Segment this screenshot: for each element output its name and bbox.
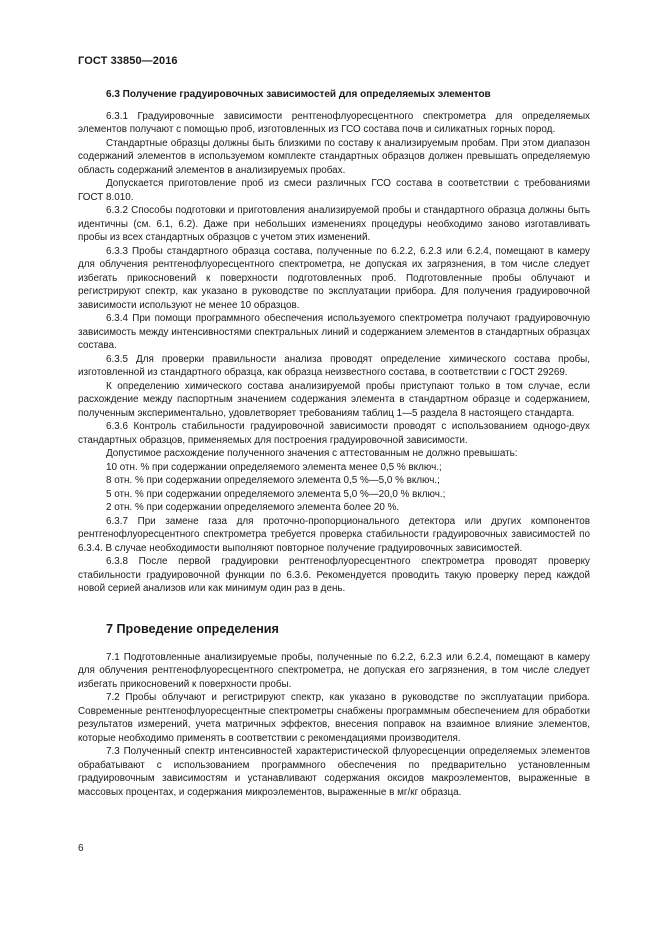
- paragraph-gso-mixture: Допускается приготовление проб из смеси различных ГСО состава в соответствии с требованиями ГОСТ 8.010.: [78, 178, 590, 203]
- paragraph-6-3-7: 6.3.7 При замене газа для проточно-пропорционального детектора или других компонентов рентгенофлуоресцентного спектрометра требуется проверка стабильности градуировочных зависимостей по 6.3.4. В случае необходимости выполняют повторное получение градуировочных зависимостей.: [78, 515, 590, 554]
- paragraph-7-2: 7.2 Пробы облучают и регистрируют спектр, как указано в руководстве по эксплуатации прибора. Современные рентгенофлуоресцентные спектрометры снабжены программным обеспечением для обработки результатов измерений, учета матричных эффектов, внесения поправок на взаимное влияние элементов, которые необходимо применять в соответствии с рекомендациями производителя.: [78, 692, 590, 744]
- limit-item: 5 отн. % при содержании определяемого элемента 5,0 %—20,0 % включ.;: [106, 488, 446, 500]
- paragraph-6-3-6: 6.3.6 Контроль стабильности градуировочной зависимости проводят с использованием однogo-двух стандартных образцов, применяемых для построения градуировочной зависимости.: [78, 421, 590, 446]
- page-content: [78, 88, 590, 799]
- section-7-heading: 7 Проведение определения: [106, 621, 279, 636]
- page-number: 6: [78, 843, 84, 854]
- paragraph-6-3-8: 6.3.8 После первой градуировки рентгенофлуоресцентного спектрометра проводят проверку стабильности градуировочной функции по 6.3.6. Рекомендуется проводить такую проверку перед каждой новой серией анализов или как минимум один раз в день.: [78, 556, 590, 594]
- limit-item: 8 отн. % при содержании определяемого элемента 0,5 %—5,0 % включ.;: [106, 475, 440, 486]
- paragraph-6-3-1: 6.3.1 Градуировочные зависимости рентгенофлуоресцентного спектрометра для определяемых элементов получают с помощью проб, изготовленных из ГСО состава почв и силикатных горных пород.: [78, 110, 590, 135]
- limit-item: 2 отн. % при содержании определяемого элемента более 20 %.: [106, 502, 400, 513]
- document-code-header: ГОСТ 33850—2016: [78, 55, 178, 67]
- paragraph-6-3-3: 6.3.3 Пробы стандартного образца состава, полученные по 6.2.2, 6.2.3 или 6.2.4, помещают в камеру для облучения рентгенофлуоресцентного спектрометра, не допуская их загрязнения, в том числе следует избегать прикосновений к поверхности подготовленных проб. Подготовленные пробы облучают и регистрируют спектр, как указано в руководстве по эксплуатации прибора. Для получения градуировочной зависимости используют не менее 10 образцов.: [78, 245, 590, 311]
- paragraph-6-3-2: 6.3.2 Способы подготовки и приготовления анализируемой пробы и стандартного образца должны быть идентичны (см. 6.1, 6.2). Даже при небольших изменениях процедуры необходимо заново изготавливать пробы из всех стандартных образцов с учетом этих изменений.: [78, 205, 590, 243]
- paragraph-allowed-deviation: Допустимое расхождение полученного значения с аттестованным не должно превышать:: [106, 448, 518, 459]
- paragraph-analysis-condition: К определению химического состава анализируемой пробы приступают только в том случае, если расхождение между паспортным значением содержания элемента в стандартном образце и содержанием, полученным экспериментально, удовлетворяет требованиям таблиц 1—5 раздела 8 настоящего стандарта.: [78, 380, 590, 419]
- limit-item: 10 отн. % при содержании определяемого элемента менее 0,5 % включ.;: [106, 461, 442, 473]
- paragraph-7-3: 7.3 Полученный спектр интенсивностей характеристической флуоресценции определяемых элементов обрабатывают с использованием программного обеспечения по предварительно установленным градуировочным зависимостям и устанавливают содержания оксидов макроэлементов, выраженные в массовых процентах, и содержания микроэлементов, выраженные в мг/кг образца.: [78, 746, 590, 798]
- paragraph-6-3-4: 6.3.4 При помощи программного обеспечения используемого спектрометра получают градуировочную зависимость между интенсивностями спектральных линий и содержанием элементов в стандартных образцах состава.: [78, 313, 590, 351]
- section-6-3-heading: 6.3 Получение градуировочных зависимостей для определяемых элементов: [106, 89, 491, 100]
- paragraph-standard-samples: Стандартные образцы должны быть близкими по составу к анализируемым пробам. При этом диапазон содержаний элементов в используемом комплекте стандартных образцов должен превышать определяемую область содержаний элементов в анализируемых пробах.: [78, 137, 590, 176]
- paragraph-7-1: 7.1 Подготовленные анализируемые пробы, полученные по 6.2.2, 6.2.3 или 6.2.4, помещают в камеру для облучения рентгенофлуоресцентного спектрометра, не допуская его загрязнения, в том числе следует избегать прикосновений к поверхности пробы.: [78, 651, 590, 690]
- paragraph-6-3-5: 6.3.5 Для проверки правильности анализа проводят определение химического состава пробы, изготовленной из стандартного образца, как образца неизвестного состава, в соответствии с ГОСТ 29269.: [78, 353, 590, 378]
